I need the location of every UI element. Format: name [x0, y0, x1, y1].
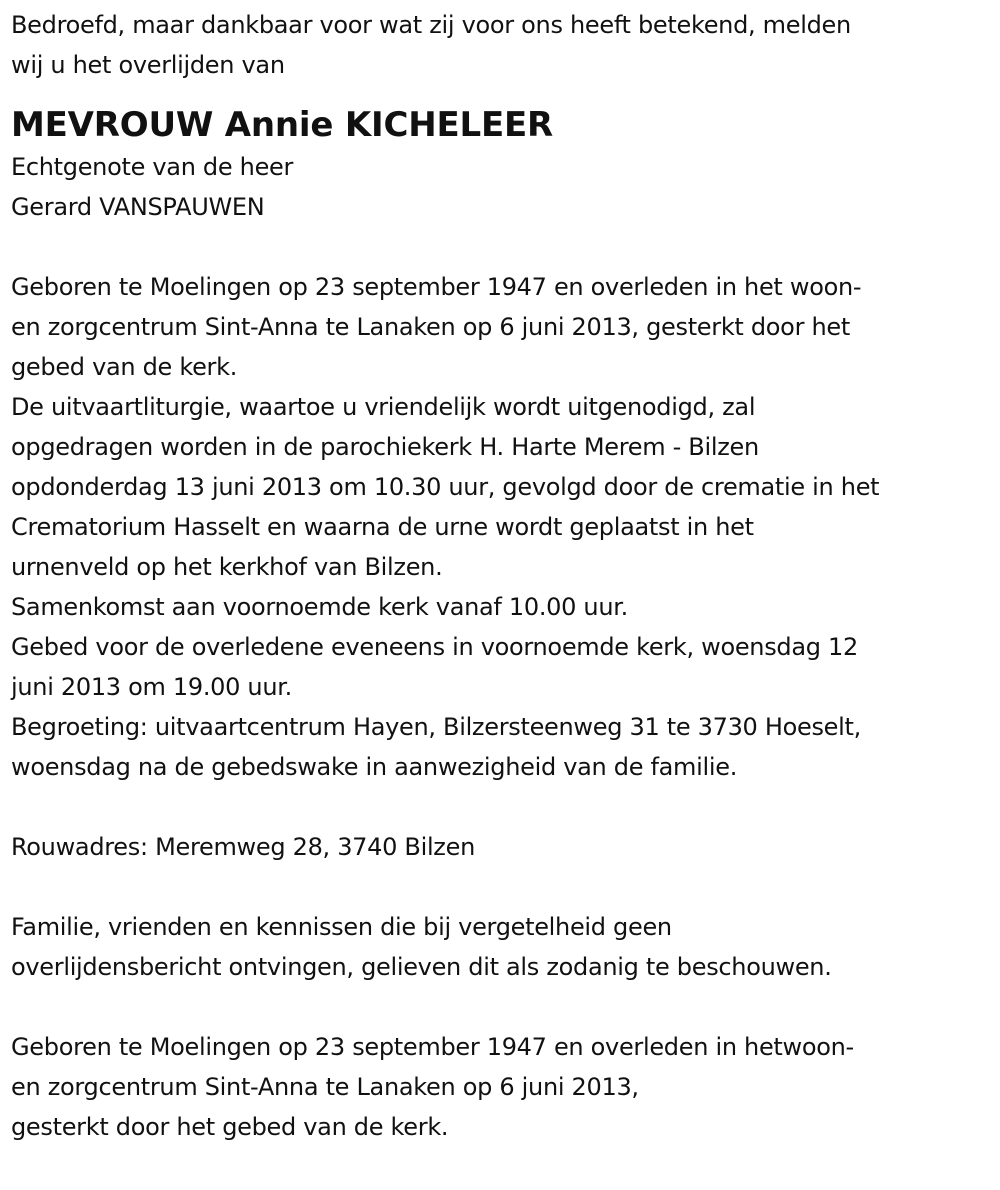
mourning-address: Rouwadres: Meremweg 28, 3740 Bilzen — [11, 833, 475, 861]
spouse-line: Echtgenote van de heer — [11, 153, 294, 181]
details-line: Geboren te Moelingen op 23 september 1947 en overleden in het woon- — [11, 273, 862, 301]
details-line: Gebed voor de overledene eveneens in voornoemde kerk, woensdag 12 — [11, 633, 858, 661]
intro-line: Bedroefd, maar dankbaar voor wat zij voor ons heeft betekend, melden — [11, 11, 851, 39]
details-line: Begroeting: uitvaartcentrum Hayen, Bilzersteenweg 31 te 3730 Hoeselt, — [11, 713, 861, 741]
details-line: Crematorium Hasselt en waarna de urne wordt geplaatst in het — [11, 513, 754, 541]
repeat-line: en zorgcentrum Sint-Anna te Lanaken op 6 juni 2013, — [11, 1073, 639, 1101]
notice-line: Familie, vrienden en kennissen die bij vergetelheid geen — [11, 913, 672, 941]
spouse-line: Gerard VANSPAUWEN — [11, 193, 265, 221]
notice-paragraph — [11, 907, 991, 987]
intro-paragraph — [11, 5, 991, 85]
details-paragraph — [11, 267, 991, 787]
details-line: woensdag na de gebedswake in aanwezigheid van de familie. — [11, 753, 738, 781]
deceased-name: MEVROUW Annie KICHELEER — [11, 105, 554, 145]
repeat-line: gesterkt door het gebed van de kerk. — [11, 1113, 449, 1141]
intro-line: wij u het overlijden van — [11, 51, 285, 79]
obituary-notice — [11, 0, 991, 1147]
spacer — [11, 987, 991, 1027]
details-line: urnenveld op het kerkhof van Bilzen. — [11, 553, 443, 581]
details-line: De uitvaartliturgie, waartoe u vriendelijk wordt uitgenodigd, zal — [11, 393, 756, 421]
spacer — [11, 787, 991, 827]
details-line: en zorgcentrum Sint-Anna te Lanaken op 6 juni 2013, gesterkt door het — [11, 313, 850, 341]
spacer — [11, 227, 991, 267]
repeat-line: Geboren te Moelingen op 23 september 1947 en overleden in hetwoon- — [11, 1033, 854, 1061]
spouse-block — [11, 147, 991, 227]
details-line: opgedragen worden in de parochiekerk H. Harte Merem - Bilzen — [11, 433, 759, 461]
details-line: Samenkomst aan voornoemde kerk vanaf 10.00 uur. — [11, 593, 628, 621]
details-line: gebed van de kerk. — [11, 353, 238, 381]
repeat-paragraph — [11, 1027, 991, 1147]
details-line: juni 2013 om 19.00 uur. — [11, 673, 292, 701]
notice-line: overlijdensbericht ontvingen, gelieven dit als zodanig te beschouwen. — [11, 953, 832, 981]
details-line: opdonderdag 13 juni 2013 om 10.30 uur, gevolgd door de crematie in het — [11, 473, 880, 501]
spacer — [11, 867, 991, 907]
